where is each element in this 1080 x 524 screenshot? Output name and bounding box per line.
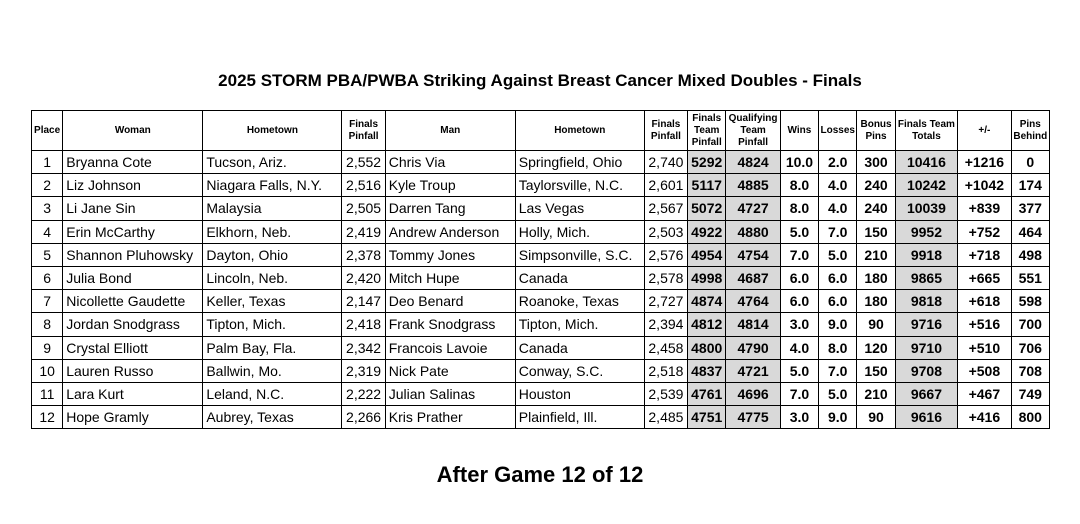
- hometown-man-cell: Tipton, Mich.: [515, 313, 644, 336]
- finals-team-pinfall-cell: 4998: [688, 266, 726, 289]
- finals-team-totals-cell: 9708: [895, 359, 957, 382]
- bonus-pins-cell: 120: [857, 336, 895, 359]
- qualifying-team-pinfall-cell: 4696: [726, 382, 780, 405]
- place-cell: 1: [32, 151, 63, 174]
- game-status: After Game 12 of 12: [436, 462, 644, 487]
- man-cell: Andrew Anderson: [385, 220, 515, 243]
- place-cell: 5: [32, 243, 63, 266]
- hometown-man-cell: Canada: [515, 336, 644, 359]
- man-cell: Deo Benard: [385, 290, 515, 313]
- hometown-man-cell: Holly, Mich.: [515, 220, 644, 243]
- header-row: [32, 111, 1050, 151]
- finals-team-pinfall-cell: 4954: [688, 243, 726, 266]
- finals-pinfall-man-cell: 2,394: [644, 313, 687, 336]
- finals-pinfall-man-cell: 2,518: [644, 359, 687, 382]
- bonus-pins-cell: 210: [857, 382, 895, 405]
- finals-pinfall-woman-cell: 2,222: [342, 382, 385, 405]
- header-losses: Losses: [819, 111, 857, 151]
- wins-cell: 7.0: [780, 382, 818, 405]
- finals-team-pinfall-cell: 5117: [688, 174, 726, 197]
- finals-team-pinfall-cell: 4751: [688, 406, 726, 429]
- man-cell: Tommy Jones: [385, 243, 515, 266]
- finals-team-pinfall-cell: 4874: [688, 290, 726, 313]
- header-plus-minus: +/-: [958, 111, 1011, 151]
- finals-team-totals-cell: 9818: [895, 290, 957, 313]
- pins-behind-cell: 0: [1011, 151, 1049, 174]
- table-row: [32, 151, 1050, 174]
- wins-cell: 5.0: [780, 359, 818, 382]
- header-qualifying-team-pinfall: Qualifying Team Pinfall: [726, 111, 780, 151]
- hometown-woman-cell: Elkhorn, Neb.: [203, 220, 342, 243]
- wins-cell: 8.0: [780, 174, 818, 197]
- table-row: [32, 359, 1050, 382]
- header-finals-team-pinfall: Finals Team Pinfall: [688, 111, 726, 151]
- hometown-woman-cell: Aubrey, Texas: [203, 406, 342, 429]
- bonus-pins-cell: 210: [857, 243, 895, 266]
- plus-minus-cell: +665: [958, 266, 1011, 289]
- finals-pinfall-man-cell: 2,601: [644, 174, 687, 197]
- place-cell: 7: [32, 290, 63, 313]
- header-place: Place: [32, 111, 63, 151]
- woman-cell: Crystal Elliott: [63, 336, 203, 359]
- qualifying-team-pinfall-cell: 4814: [726, 313, 780, 336]
- finals-pinfall-woman-cell: 2,516: [342, 174, 385, 197]
- man-cell: Nick Pate: [385, 359, 515, 382]
- hometown-woman-cell: Leland, N.C.: [203, 382, 342, 405]
- losses-cell: 4.0: [819, 174, 857, 197]
- table-row: [32, 243, 1050, 266]
- qualifying-team-pinfall-cell: 4880: [726, 220, 780, 243]
- finals-pinfall-man-cell: 2,485: [644, 406, 687, 429]
- wins-cell: 3.0: [780, 406, 818, 429]
- qualifying-team-pinfall-cell: 4754: [726, 243, 780, 266]
- plus-minus-cell: +510: [958, 336, 1011, 359]
- losses-cell: 5.0: [819, 243, 857, 266]
- losses-cell: 7.0: [819, 359, 857, 382]
- wins-cell: 6.0: [780, 266, 818, 289]
- finals-team-totals-cell: 9667: [895, 382, 957, 405]
- place-cell: 4: [32, 220, 63, 243]
- pins-behind-cell: 800: [1011, 406, 1049, 429]
- place-cell: 9: [32, 336, 63, 359]
- hometown-woman-cell: Lincoln, Neb.: [203, 266, 342, 289]
- woman-cell: Lara Kurt: [63, 382, 203, 405]
- wins-cell: 8.0: [780, 197, 818, 220]
- bonus-pins-cell: 240: [857, 197, 895, 220]
- place-cell: 12: [32, 406, 63, 429]
- finals-team-totals-cell: 10039: [895, 197, 957, 220]
- woman-cell: Julia Bond: [63, 266, 203, 289]
- wins-cell: 4.0: [780, 336, 818, 359]
- header-woman: Woman: [63, 111, 203, 151]
- place-cell: 11: [32, 382, 63, 405]
- page-title: 2025 STORM PBA/PWBA Striking Against Breast Cancer Mixed Doubles - Finals: [218, 71, 862, 90]
- place-cell: 10: [32, 359, 63, 382]
- finals-pinfall-man-cell: 2,503: [644, 220, 687, 243]
- pins-behind-cell: 174: [1011, 174, 1049, 197]
- finals-pinfall-woman-cell: 2,420: [342, 266, 385, 289]
- finals-pinfall-woman-cell: 2,505: [342, 197, 385, 220]
- losses-cell: 8.0: [819, 336, 857, 359]
- woman-cell: Bryanna Cote: [63, 151, 203, 174]
- pins-behind-cell: 551: [1011, 266, 1049, 289]
- hometown-woman-cell: Malaysia: [203, 197, 342, 220]
- table-row: [32, 290, 1050, 313]
- table-row: [32, 197, 1050, 220]
- losses-cell: 5.0: [819, 382, 857, 405]
- finals-pinfall-man-cell: 2,458: [644, 336, 687, 359]
- bonus-pins-cell: 180: [857, 266, 895, 289]
- finals-pinfall-woman-cell: 2,266: [342, 406, 385, 429]
- qualifying-team-pinfall-cell: 4727: [726, 197, 780, 220]
- finals-team-totals-cell: 9952: [895, 220, 957, 243]
- hometown-woman-cell: Keller, Texas: [203, 290, 342, 313]
- woman-cell: Liz Johnson: [63, 174, 203, 197]
- man-cell: Francois Lavoie: [385, 336, 515, 359]
- hometown-man-cell: Roanoke, Texas: [515, 290, 644, 313]
- finals-team-pinfall-cell: 5292: [688, 151, 726, 174]
- table-row: [32, 313, 1050, 336]
- table-row: [32, 220, 1050, 243]
- finals-team-totals-cell: 9918: [895, 243, 957, 266]
- plus-minus-cell: +467: [958, 382, 1011, 405]
- plus-minus-cell: +718: [958, 243, 1011, 266]
- finals-pinfall-man-cell: 2,567: [644, 197, 687, 220]
- header-finals-pinfall-woman: Finals Pinfall: [342, 111, 385, 151]
- table-row: [32, 266, 1050, 289]
- bonus-pins-cell: 300: [857, 151, 895, 174]
- man-cell: Darren Tang: [385, 197, 515, 220]
- finals-pinfall-woman-cell: 2,552: [342, 151, 385, 174]
- finals-team-totals-cell: 10416: [895, 151, 957, 174]
- finals-pinfall-woman-cell: 2,378: [342, 243, 385, 266]
- wins-cell: 10.0: [780, 151, 818, 174]
- pins-behind-cell: 464: [1011, 220, 1049, 243]
- plus-minus-cell: +516: [958, 313, 1011, 336]
- pins-behind-cell: 700: [1011, 313, 1049, 336]
- hometown-man-cell: Taylorsville, N.C.: [515, 174, 644, 197]
- finals-team-pinfall-cell: 4922: [688, 220, 726, 243]
- qualifying-team-pinfall-cell: 4775: [726, 406, 780, 429]
- finals-team-totals-cell: 9865: [895, 266, 957, 289]
- qualifying-team-pinfall-cell: 4687: [726, 266, 780, 289]
- woman-cell: Nicollette Gaudette: [63, 290, 203, 313]
- bonus-pins-cell: 90: [857, 313, 895, 336]
- plus-minus-cell: +508: [958, 359, 1011, 382]
- losses-cell: 4.0: [819, 197, 857, 220]
- hometown-man-cell: Las Vegas: [515, 197, 644, 220]
- header-bonus-pins: Bonus Pins: [857, 111, 895, 151]
- qualifying-team-pinfall-cell: 4721: [726, 359, 780, 382]
- hometown-woman-cell: Dayton, Ohio: [203, 243, 342, 266]
- losses-cell: 9.0: [819, 313, 857, 336]
- plus-minus-cell: +1042: [958, 174, 1011, 197]
- qualifying-team-pinfall-cell: 4885: [726, 174, 780, 197]
- man-cell: Mitch Hupe: [385, 266, 515, 289]
- place-cell: 6: [32, 266, 63, 289]
- header-finals-pinfall-man: Finals Pinfall: [644, 111, 687, 151]
- woman-cell: Jordan Snodgrass: [63, 313, 203, 336]
- hometown-man-cell: Conway, S.C.: [515, 359, 644, 382]
- woman-cell: Shannon Pluhowsky: [63, 243, 203, 266]
- hometown-man-cell: Canada: [515, 266, 644, 289]
- finals-pinfall-woman-cell: 2,319: [342, 359, 385, 382]
- pins-behind-cell: 377: [1011, 197, 1049, 220]
- losses-cell: 2.0: [819, 151, 857, 174]
- qualifying-team-pinfall-cell: 4790: [726, 336, 780, 359]
- man-cell: Frank Snodgrass: [385, 313, 515, 336]
- hometown-man-cell: Simpsonville, S.C.: [515, 243, 644, 266]
- finals-team-pinfall-cell: 4812: [688, 313, 726, 336]
- woman-cell: Hope Gramly: [63, 406, 203, 429]
- man-cell: Julian Salinas: [385, 382, 515, 405]
- finals-pinfall-woman-cell: 2,342: [342, 336, 385, 359]
- finals-pinfall-man-cell: 2,578: [644, 266, 687, 289]
- hometown-woman-cell: Ballwin, Mo.: [203, 359, 342, 382]
- table-row: [32, 382, 1050, 405]
- place-cell: 8: [32, 313, 63, 336]
- place-cell: 3: [32, 197, 63, 220]
- header-man: Man: [385, 111, 515, 151]
- woman-cell: Lauren Russo: [63, 359, 203, 382]
- hometown-woman-cell: Niagara Falls, N.Y.: [203, 174, 342, 197]
- wins-cell: 7.0: [780, 243, 818, 266]
- finals-team-pinfall-cell: 4761: [688, 382, 726, 405]
- bonus-pins-cell: 180: [857, 290, 895, 313]
- hometown-woman-cell: Tucson, Ariz.: [203, 151, 342, 174]
- finals-team-pinfall-cell: 4800: [688, 336, 726, 359]
- finals-pinfall-man-cell: 2,727: [644, 290, 687, 313]
- losses-cell: 6.0: [819, 290, 857, 313]
- man-cell: Kyle Troup: [385, 174, 515, 197]
- losses-cell: 6.0: [819, 266, 857, 289]
- man-cell: Kris Prather: [385, 406, 515, 429]
- qualifying-team-pinfall-cell: 4824: [726, 151, 780, 174]
- table-row: [32, 336, 1050, 359]
- header-finals-team-totals: Finals Team Totals: [895, 111, 957, 151]
- losses-cell: 9.0: [819, 406, 857, 429]
- finals-pinfall-man-cell: 2,539: [644, 382, 687, 405]
- hometown-woman-cell: Palm Bay, Fla.: [203, 336, 342, 359]
- losses-cell: 7.0: [819, 220, 857, 243]
- header-pins-behind: Pins Behind: [1011, 111, 1049, 151]
- hometown-man-cell: Springfield, Ohio: [515, 151, 644, 174]
- standings-table: [31, 110, 1050, 429]
- finals-team-totals-cell: 9710: [895, 336, 957, 359]
- pins-behind-cell: 708: [1011, 359, 1049, 382]
- header-hometown-man: Hometown: [515, 111, 644, 151]
- plus-minus-cell: +1216: [958, 151, 1011, 174]
- bonus-pins-cell: 150: [857, 359, 895, 382]
- pins-behind-cell: 498: [1011, 243, 1049, 266]
- plus-minus-cell: +752: [958, 220, 1011, 243]
- finals-pinfall-man-cell: 2,740: [644, 151, 687, 174]
- finals-pinfall-man-cell: 2,576: [644, 243, 687, 266]
- table-row: [32, 174, 1050, 197]
- finals-team-totals-cell: 9716: [895, 313, 957, 336]
- man-cell: Chris Via: [385, 151, 515, 174]
- pins-behind-cell: 706: [1011, 336, 1049, 359]
- hometown-man-cell: Houston: [515, 382, 644, 405]
- bonus-pins-cell: 150: [857, 220, 895, 243]
- bonus-pins-cell: 90: [857, 406, 895, 429]
- finals-pinfall-woman-cell: 2,418: [342, 313, 385, 336]
- bonus-pins-cell: 240: [857, 174, 895, 197]
- plus-minus-cell: +839: [958, 197, 1011, 220]
- wins-cell: 6.0: [780, 290, 818, 313]
- plus-minus-cell: +618: [958, 290, 1011, 313]
- header-wins: Wins: [780, 111, 818, 151]
- qualifying-team-pinfall-cell: 4764: [726, 290, 780, 313]
- wins-cell: 3.0: [780, 313, 818, 336]
- header-hometown-woman: Hometown: [203, 111, 342, 151]
- pins-behind-cell: 598: [1011, 290, 1049, 313]
- hometown-woman-cell: Tipton, Mich.: [203, 313, 342, 336]
- plus-minus-cell: +416: [958, 406, 1011, 429]
- woman-cell: Li Jane Sin: [63, 197, 203, 220]
- table-row: [32, 406, 1050, 429]
- finals-team-pinfall-cell: 5072: [688, 197, 726, 220]
- woman-cell: Erin McCarthy: [63, 220, 203, 243]
- place-cell: 2: [32, 174, 63, 197]
- finals-team-totals-cell: 10242: [895, 174, 957, 197]
- hometown-man-cell: Plainfield, Ill.: [515, 406, 644, 429]
- finals-team-pinfall-cell: 4837: [688, 359, 726, 382]
- finals-team-totals-cell: 9616: [895, 406, 957, 429]
- finals-pinfall-woman-cell: 2,419: [342, 220, 385, 243]
- wins-cell: 5.0: [780, 220, 818, 243]
- finals-pinfall-woman-cell: 2,147: [342, 290, 385, 313]
- pins-behind-cell: 749: [1011, 382, 1049, 405]
